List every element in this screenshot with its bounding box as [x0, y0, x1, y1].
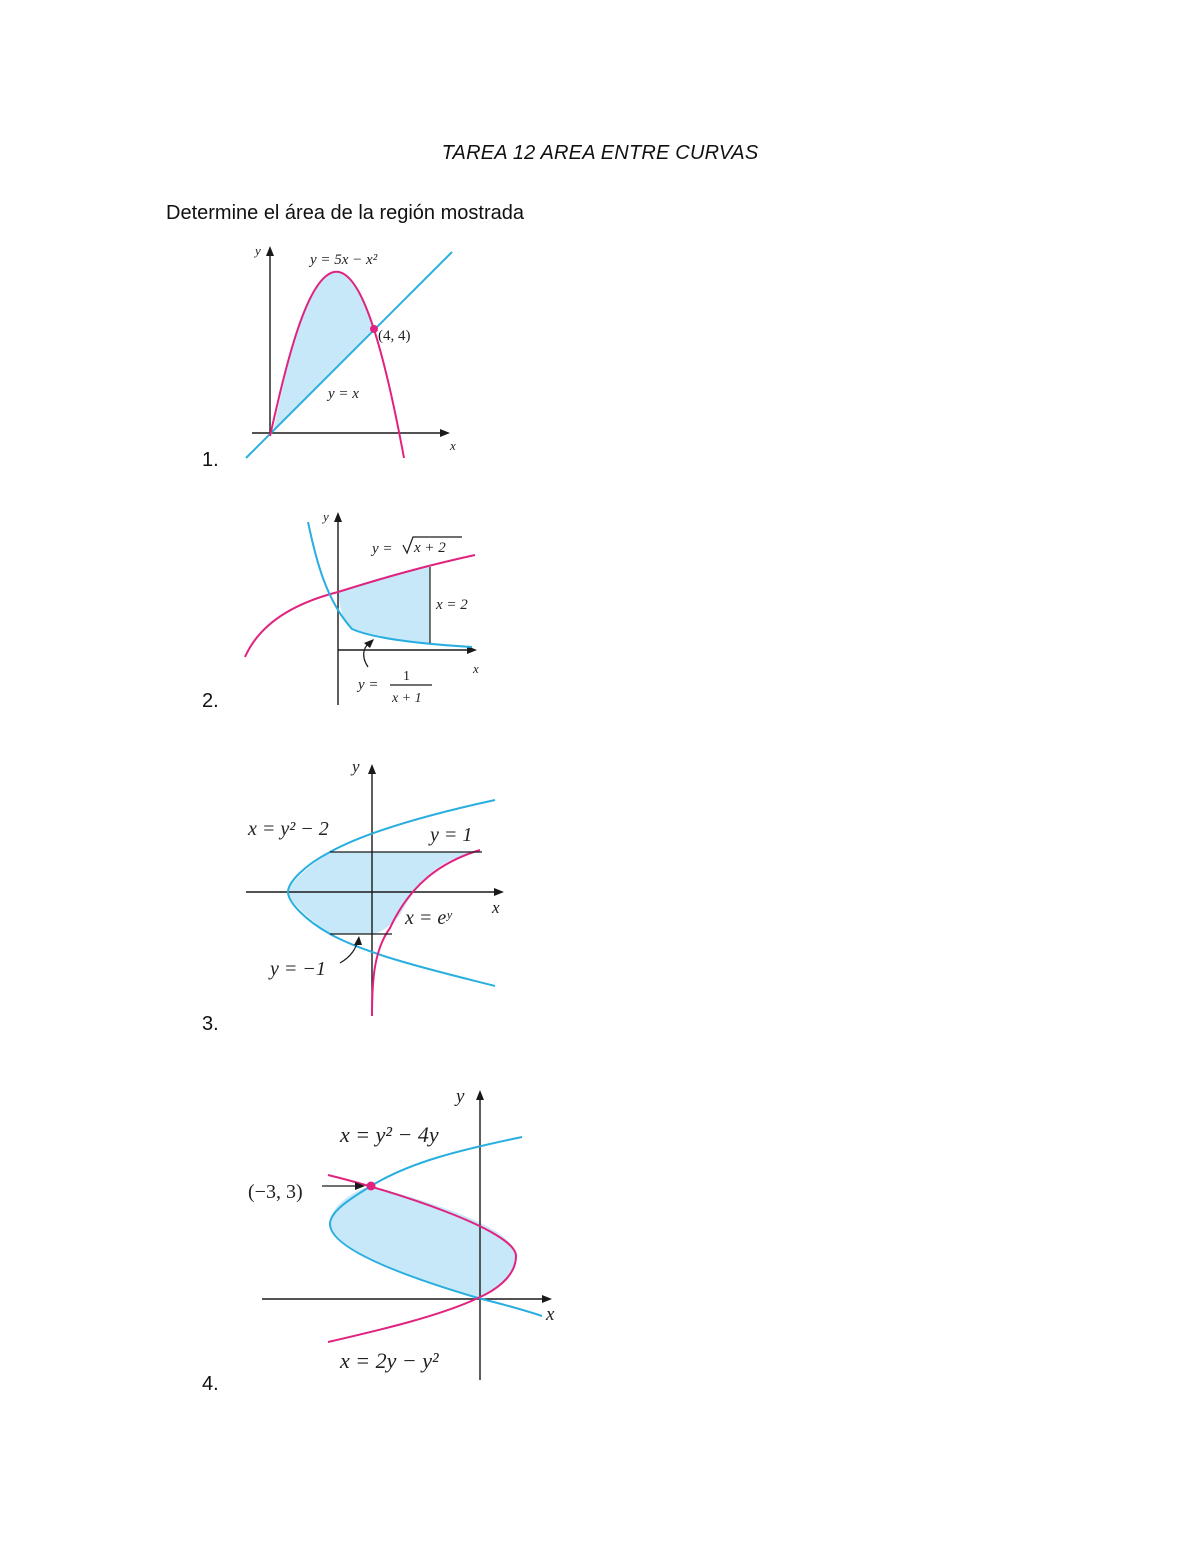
problem-number-1: 1. [202, 449, 219, 471]
fig1-curve-label: y = 5x − x² [310, 252, 378, 268]
fig4-x-arrow-icon [542, 1295, 552, 1303]
fig1-point-label: (4, 4) [378, 328, 411, 344]
fig4-x-label: x [546, 1304, 555, 1325]
fig3-y-label: y [352, 757, 360, 776]
fig3-pointer-arrow-icon [354, 936, 362, 945]
fig2-sqrt-radicand: x + 2 [414, 540, 446, 556]
fig3-exp-label: x = eʸ [405, 907, 452, 929]
fig4-pink-label: x = 2y − y² [340, 1348, 439, 1373]
fig4-blue-label: x = y² − 4y [340, 1122, 439, 1147]
figure-3 [240, 750, 510, 1025]
fig1-y-arrow-icon [266, 246, 274, 256]
fig2-y-label: y [323, 509, 329, 524]
problem-number-2: 2. [202, 690, 219, 712]
instruction-text: Determine el área de la región mostrada [166, 202, 524, 224]
fig2-x-label: x [473, 661, 479, 676]
fig2-vertical-label: x = 2 [436, 597, 468, 613]
figure-4 [240, 1080, 570, 1385]
fig3-x-arrow-icon [494, 888, 504, 896]
problem-number-3: 3. [202, 1013, 219, 1035]
fig4-y-arrow-icon [476, 1090, 484, 1100]
fig4-intersection-point [367, 1182, 376, 1191]
problem-number-4: 4. [202, 1373, 219, 1395]
fig3-lower-label: y = −1 [270, 958, 326, 980]
fig1-y-label: y [255, 243, 261, 258]
fig1-intersection-point [370, 325, 378, 333]
fig2-reciprocal-prefix: y = [358, 677, 379, 693]
fig4-y-label: y [456, 1086, 465, 1107]
fig3-upper-label: y = 1 [430, 824, 473, 846]
fig3-parabola-label: x = y² − 2 [248, 818, 329, 840]
fig1-line-label: y = x [328, 386, 359, 402]
fig1-x-label: x [450, 438, 456, 453]
fig4-point-label: (−3, 3) [248, 1181, 303, 1203]
fig3-y-arrow-icon [368, 764, 376, 774]
fig3-x-label: x [492, 898, 500, 917]
fig2-fraction-numerator: 1 [403, 669, 410, 684]
page-title: TAREA 12 AREA ENTRE CURVAS [441, 142, 759, 164]
fig2-fraction-denominator: x + 1 [392, 691, 422, 706]
fig1-x-arrow-icon [440, 429, 450, 437]
fig2-sqrt-prefix: y = [372, 541, 393, 557]
fig1-region [273, 272, 374, 432]
figure-2 [240, 505, 490, 710]
figure-1 [240, 240, 480, 465]
fig2-y-arrow-icon [334, 512, 342, 522]
